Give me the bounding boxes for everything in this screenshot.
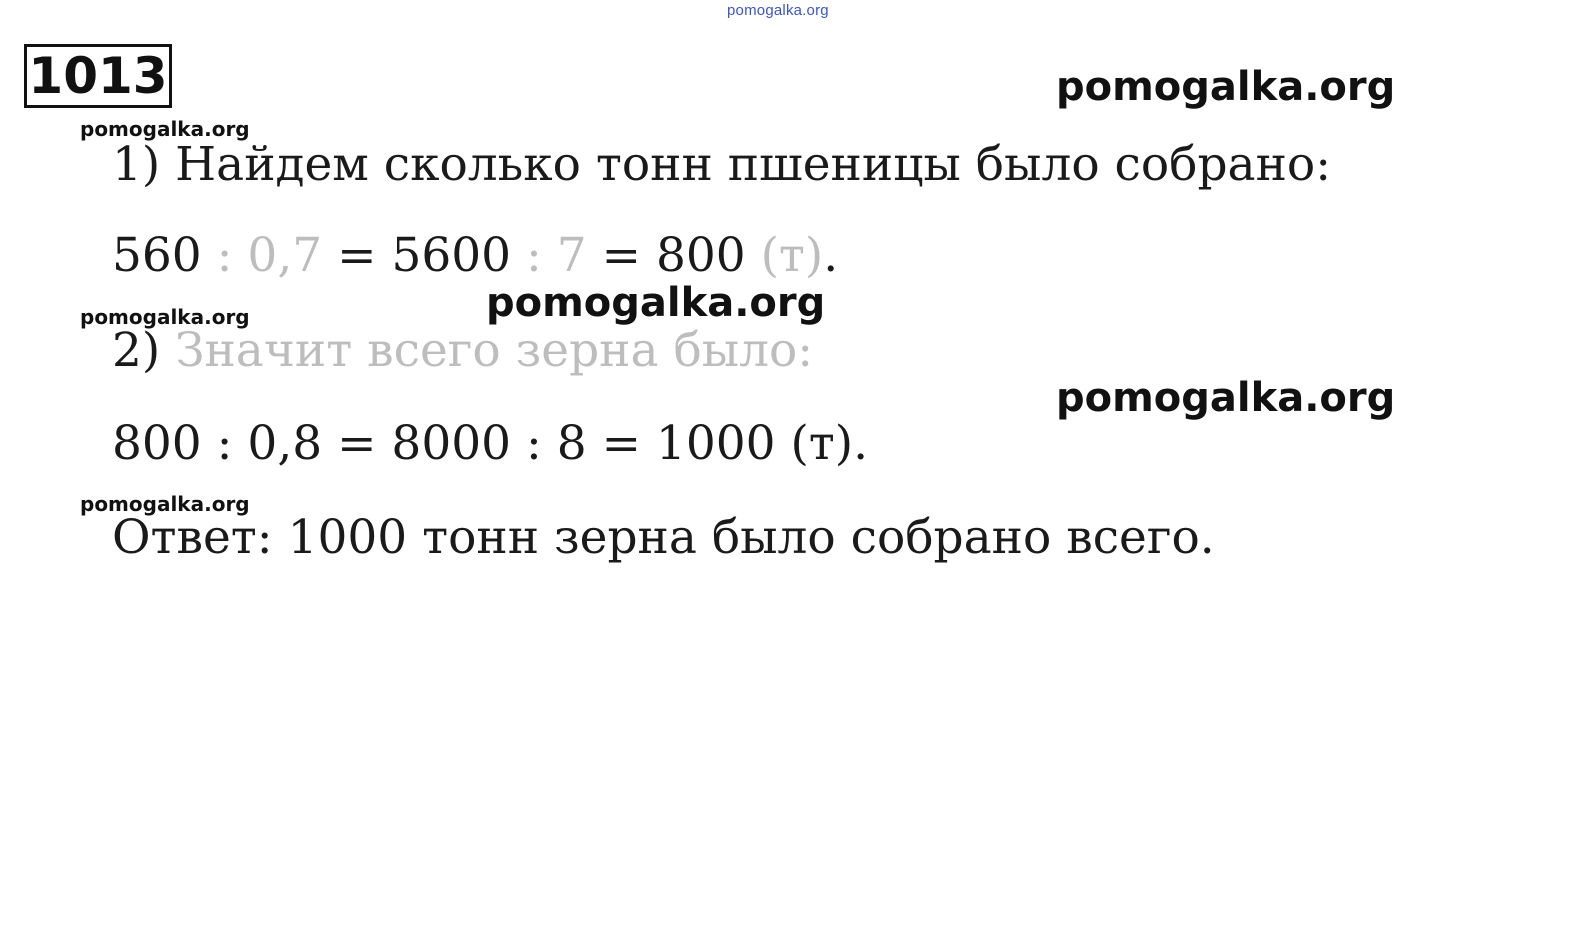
calc-part: . bbox=[823, 228, 839, 283]
calc-part-faded: : 0,7 bbox=[201, 228, 338, 283]
watermark-right-top: pomogalka.org bbox=[1056, 64, 1396, 110]
calc-part: = 5600 bbox=[337, 228, 512, 283]
step-1-text: 1) Найдем сколько тонн пшеницы было собрано: bbox=[112, 137, 1332, 192]
step-2-text bbox=[112, 323, 813, 378]
step-2-number: 2) bbox=[112, 323, 176, 378]
step-2-label: Значит всего зерна было: bbox=[175, 323, 814, 378]
calc-part-faded: : 7 bbox=[511, 228, 602, 283]
watermark-left-3: pomogalka.org bbox=[80, 492, 250, 516]
watermark-right-middle: pomogalka.org bbox=[1056, 375, 1396, 421]
top-watermark: pomogalka.org bbox=[727, 2, 829, 19]
watermark-left-1: pomogalka.org bbox=[80, 117, 250, 141]
watermark-left-2: pomogalka.org bbox=[80, 305, 250, 329]
watermark-center: pomogalka.org bbox=[486, 280, 826, 326]
answer-text: Ответ: 1000 тонн зерна было собрано всего. bbox=[112, 510, 1215, 565]
step-2-calculation: 800 : 0,8 = 8000 : 8 = 1000 (т). bbox=[112, 416, 869, 471]
calc-part: = 800 bbox=[601, 228, 746, 283]
calc-part: 560 bbox=[112, 228, 202, 283]
problem-number: 1013 bbox=[24, 44, 172, 108]
step-1-calculation bbox=[112, 228, 838, 283]
calc-part-faded: (т) bbox=[745, 228, 824, 283]
